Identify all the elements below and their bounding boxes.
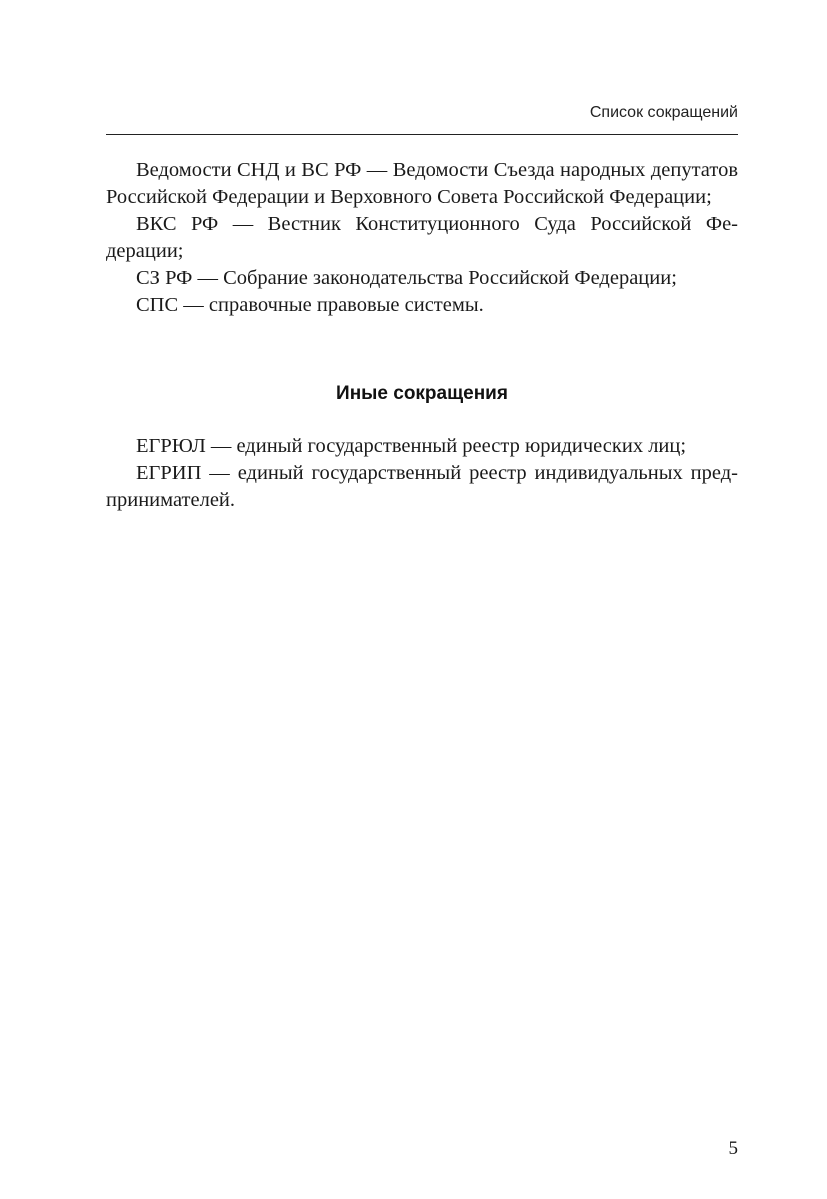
running-header-title: Список сокращений [589,104,738,121]
abbreviation-entry: СПС — справочные правовые системы. [136,294,484,316]
abbreviation-entry: СЗ РФ — Собрание законодательства Российской Федерации; [136,267,677,289]
abbreviation-entry: ВКС РФ — Вестник Конституционного Суда Российской Федерации; [106,213,738,262]
page-number: 5 [728,1138,738,1159]
section-heading-other-abbreviations: Иные сокращения [336,383,508,404]
sources-abbreviations-list [106,157,738,319]
abbreviation-entry: Ведомости СНД и ВС РФ — Ведомости Съезда народных депутатов Российской Федерации и Верховного Совета Российской Федерации; [106,159,738,208]
running-header [106,98,738,135]
other-abbreviations-list [106,433,738,514]
abbreviation-entry: ЕГРИП — единый государственный реестр индивидуальных предпринимателей. [106,462,738,511]
abbreviation-entry: ЕГРЮЛ — единый государственный реестр юридических лиц; [136,435,687,457]
